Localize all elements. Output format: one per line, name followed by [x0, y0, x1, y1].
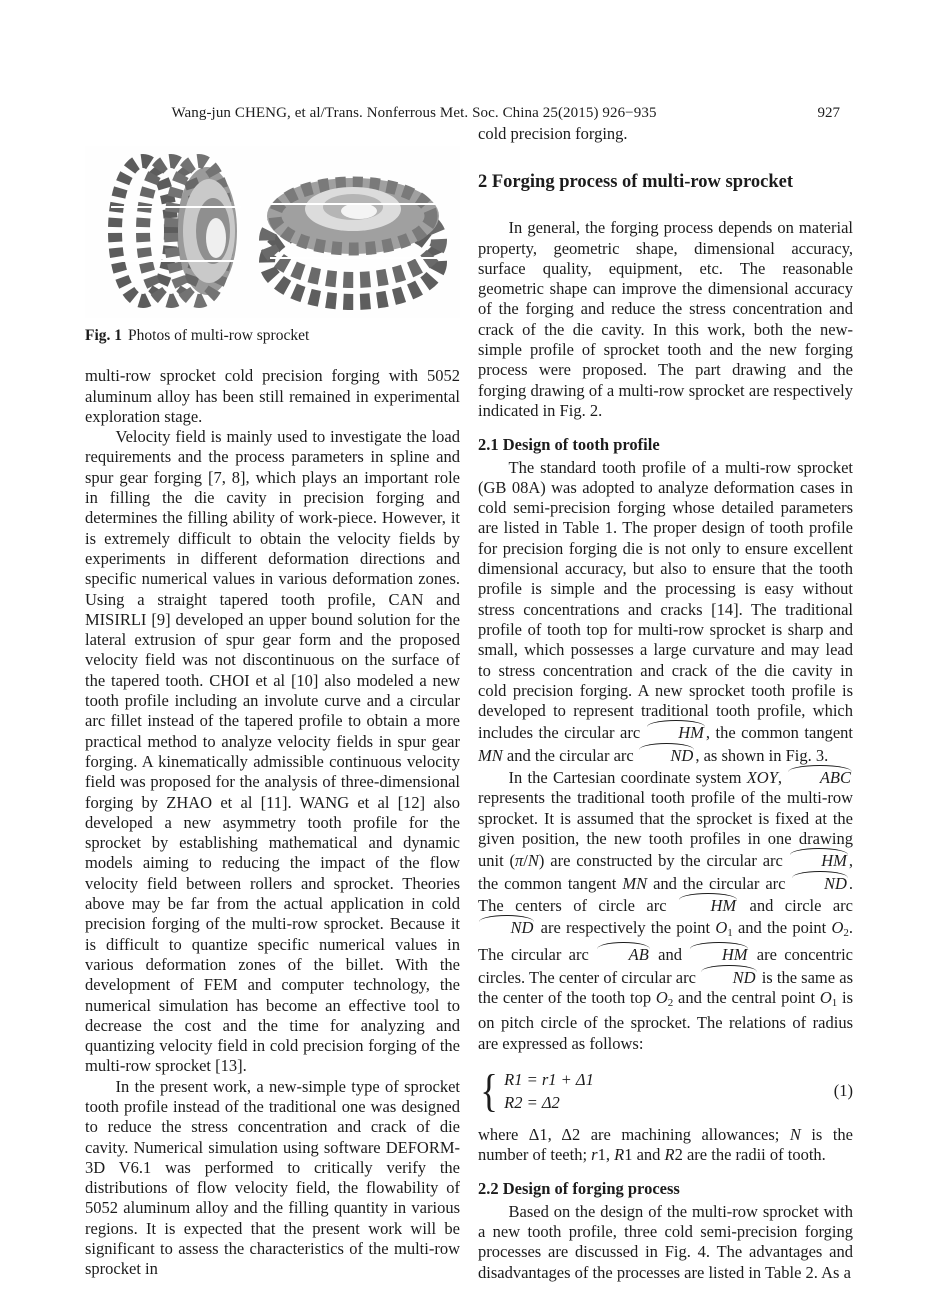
paragraph-present-work: In the present work, a new-simple type of sprocket tooth profile instead of the traditional one was designed to reduce the stress concentration and crack of die cavity. Numerical simulation using software DEFORM-3D V6.1 was performed to critically verify the distributions of flow velocity field, the flowability of 5052 aluminum alloy and the filling quantity in various regions. It is expected that the present work will be significant to assess the characteristics of the multi-row sprocket in — [85, 1076, 460, 1279]
equation-number: (1) — [833, 1080, 853, 1100]
paragraph-where-definitions: where Δ1, Δ2 are machining allowances; N is the number of teeth; r1, R1 and R2 are the radii of tooth. — [478, 1124, 853, 1165]
sprocket-photo-left — [111, 161, 241, 301]
figure-1 — [85, 146, 460, 346]
running-header — [85, 105, 853, 125]
sprocket-photos-illustration — [85, 146, 460, 318]
section-2-2-heading: 2.2 Design of forging process — [478, 1179, 680, 1199]
paragraph-cartesian-system: In the Cartesian coordinate system XOY, ABC represents the traditional tooth profile of the multi-row sprocket. It is assumed that the sprocket is fixed at the given position, the new tooth profiles in one drawing unit (π/N) are constructed by the circular arc HM , the common tangent MN and the circular arc ND . The centers of circle arc HM and circle arc ND are respectively the point O1 and the point O2. The circular arc AB and HM are concentric circles. The center of circular arc ND is the same as the center of the tooth top O2 and the central point O1 is on pitch circle of the sprocket. The relations of radius are expressed as follows: — [478, 768, 853, 1053]
right-column — [478, 124, 853, 1283]
equation-line-1: R1 = r1 + Δ1 — [504, 1069, 594, 1089]
paragraph-tooth-profile: The standard tooth profile of a multi-row sprocket (GB 08A) was adopted to analyze deformation cases in cold semi-precision forging whose detailed parameters are listed in Table 1. The proper design of tooth profile for precision forging die is not only to ensure excellent dimensional accuracy, but also to ensure that the tooth profile is simple and the processing is easy without stress concentrations and cracks [14]. The traditional profile of tooth top for multi-row sprocket is sharp and small, which possesses a large curvature and may lead to stress concentration and crack of the die cavity in cold precision forging. A new sprocket tooth profile is developed to represent traditional tooth profile, which includes the circular arc HM , the common tangent MN and the circular arc ND , as shown in Fig. 3. — [478, 457, 854, 765]
paragraph-intro-continuation: multi-row sprocket cold precision forging with 5052 aluminum alloy has been still remained in experimental exploration stage. — [85, 366, 460, 426]
equation-lines — [504, 1068, 594, 1114]
sprocket-photo-right — [267, 178, 439, 302]
figure-1-caption — [85, 326, 460, 346]
figure-1-image — [85, 146, 460, 318]
section-2-heading: 2 Forging process of multi-row sprocket — [478, 172, 793, 193]
header-citation: Wang-jun CHENG, et al/Trans. Nonferrous Met. Soc. China 25(2015) 926−935 — [171, 105, 657, 121]
paragraph-forging-general: In general, the forging process depends on material property, geometric shape, dimensional accuracy, surface quality, equipment, etc. The reasonable geometric shape can improve the dimensional accuracy of the forging and reduce the stress concentration and crack of the die cavity. In this work, both the new-simple profile of sprocket tooth and the new forging process were proposed. The part drawing and the forging drawing of a multi-row sprocket are respectively indicated in Fig. 2. — [478, 218, 853, 420]
paragraph-cold-precision-continuation: cold precision forging. — [478, 124, 628, 143]
figure-1-caption-label: Fig. 1 — [85, 327, 123, 344]
page-number: 927 — [817, 105, 840, 121]
equation-line-2: R2 = Δ2 — [504, 1092, 560, 1112]
equation-brace: { — [480, 1064, 498, 1116]
section-2-1-heading: 2.1 Design of tooth profile — [478, 435, 660, 455]
figure-1-caption-text: Photos of multi-row sprocket — [128, 327, 310, 344]
equation-1 — [478, 1064, 853, 1116]
paragraph-velocity-field: Velocity field is mainly used to investigate the load requirements and the process parameters in spline and spur gear forging [7, 8], which plays an important role in filling the die cavity in precision forging and determines the filling ability of work-piece. However, it is extremely difficult to obtain the velocity fields by experiments in different deformation directions and specific numerical values in various deformation zones. Using a straight tapered tooth profile, CAN and MISIRLI [9] developed an upper bound solution for the lateral extrusion of spur gear form and the proposed velocity field was not discontinuous on the surface of the tapered tooth. CHOI et al [10] also modeled a new tooth profile including an involute curve and a circular arc fillet instead of the tapered profile to obtain a more practical method to analyze velocity fields in spur gear forging. A kinematically admissible continuous velocity field was proposed for the analysis of three-dimensional forging by ZHAO et al [11]. WANG et al [12] also developed a new asymmetry tooth profile for the sprocket by establishing mathematical and dynamic models aiming to reducing the impact of the flow velocity field between rollers and sprocket. Theories above may be far from the actual application in cold precision forging of the multi-row sprocket. Because it is difficult to quantize specific numerical values in various deformation zones of the billet. With the development of FEM and computer technology, the numerical simulation has become an effective tool to decrease the cost and the time for analyzing and quantizing velocity field in cold precision forging of the multi-row sprocket [13]. — [85, 427, 460, 1076]
left-column — [85, 146, 460, 1280]
paragraph-forging-process-design: Based on the design of the multi-row sprocket with a new tooth profile, three cold semi-precision forging processes are discussed in Fig. 4. The advantages and disadvantages of the processes are listed in Table 2. As a — [478, 1201, 853, 1282]
